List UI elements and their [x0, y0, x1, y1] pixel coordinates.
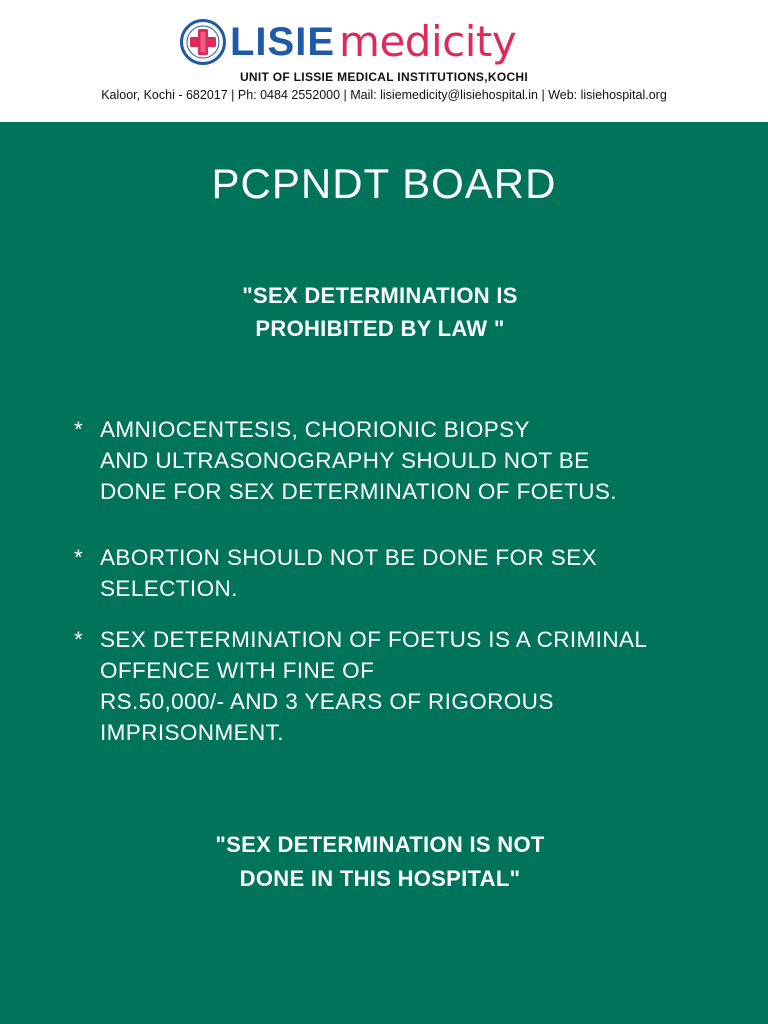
lisie-cross-emblem-icon [180, 19, 226, 65]
bullet-line: ABORTION SHOULD NOT BE DONE FOR SEX [100, 545, 598, 570]
prohibition-quote [180, 279, 580, 345]
logo-lisie-text: LISIE [230, 20, 336, 64]
bullet-text [100, 542, 740, 604]
bullet-line: AMNIOCENTESIS, CHORIONIC BIOPSY [100, 417, 530, 442]
pcpndt-board-panel [0, 122, 768, 1024]
bullet-line: DONE FOR SEX DETERMINATION OF FOETUS. [100, 479, 617, 504]
hospital-policy-quote [140, 828, 620, 896]
bullet-line: AND ULTRASONOGRAPHY SHOULD NOT BE [100, 448, 590, 473]
bullet-text [100, 624, 740, 748]
institution-unit-line: UNIT OF LISSIE MEDICAL INSTITUTIONS,KOCHI [239, 70, 529, 84]
hospital-logo [180, 14, 516, 70]
bullet-line: RS.50,000/- AND 3 YEARS OF RIGOROUS [100, 689, 554, 714]
prohibition-quote-line: PROHIBITED BY LAW " [255, 316, 505, 341]
policy-quote-line: DONE IN THIS HOSPITAL" [239, 866, 521, 891]
hospital-header [0, 0, 768, 122]
bullet-line: OFFENCE WITH FINE OF [100, 658, 375, 683]
board-title: PCPNDT BOARD [211, 160, 557, 207]
policy-quote-line: "SEX DETERMINATION IS NOT [215, 832, 545, 857]
bullet-line: SEX DETERMINATION OF FOETUS IS A CRIMINAL [100, 627, 648, 652]
contact-line: Kaloor, Kochi - 682017 | Ph: 0484 2552000 | Mail: lisiemedicity@lisiehospital.in | Web: lisiehospital.org [101, 88, 667, 102]
prohibition-quote-line: "SEX DETERMINATION IS [242, 283, 518, 308]
bullet-line: SELECTION. [100, 576, 238, 601]
asterisk-bullet-icon: * [74, 627, 84, 652]
logo-medicity-text: medicity [339, 17, 517, 66]
bullet-line: IMPRISONMENT. [100, 720, 284, 745]
asterisk-bullet-icon: * [74, 545, 84, 570]
bullet-text [100, 414, 740, 507]
asterisk-bullet-icon: * [74, 417, 84, 442]
